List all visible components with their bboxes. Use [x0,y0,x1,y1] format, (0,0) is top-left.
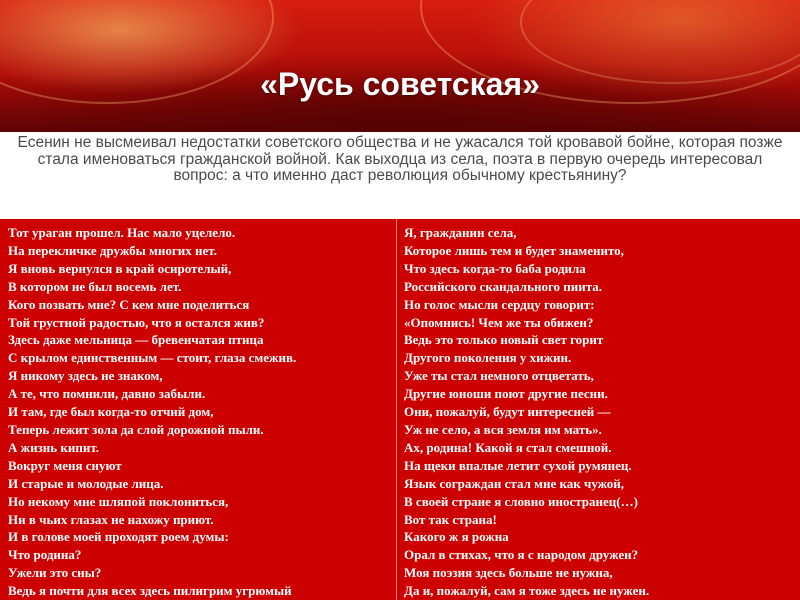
poem-line: Той грустной радостью, что я остался жив? [8,314,265,330]
poem-line: Да и, пожалуй, сам я тоже здесь не нужен. [404,583,650,599]
poem-line: Тот ураган прошел. Нас мало уцелело. [8,225,236,240]
poem-line: Российского скандального пиита. [404,278,603,294]
poem-line: А те, что помнили, давно забыли. [8,386,206,402]
poem-line: Вокруг меня снуют [8,457,122,473]
poem-line: Я, гражданин села, [404,225,517,240]
poem-line: С крылом единственным — стоит, глаза смежив. [8,350,297,366]
poem-line: Но некому мне шляпой поклониться, [8,493,229,509]
poem-line: Ах, родина! Какой я стал смешной. [404,439,612,455]
poem-line: Теперь лежит зола да слой дорожной пыли. [8,421,264,437]
poem-line: Ни в чьих глазах не нахожу приют. [8,511,214,527]
poem-line: И там, где был когда-то отчий дом, [8,404,214,420]
poem-column-left [0,219,397,600]
poem-line: «Опомнись! Чем же ты обижен? [404,314,594,330]
poem-line: Ведь это только новый свет горит [404,332,604,348]
poem-line: И старые и молодые лица. [8,475,164,491]
poem-line: Но голос мысли сердцу говорит: [404,296,595,312]
title-banner [0,0,800,132]
poem-line: Уж не село, а вся земля им мать». [404,421,602,437]
intro-paragraph: Есенин не высмеивал недостатки советского общества и не ужасался той кровавой бойне, которая позже стала именоваться гражданской войной. Как выходца из села, поэта в первую очередь интересовал вопрос: а что именно даст революция обычному крестьянину? [17,134,783,184]
poem-line: Которое лишь тем и будет знаменито, [404,242,624,258]
poem-line: Здесь даже мельница — бревенчатая птица [8,332,264,348]
poem-column-right [397,219,800,600]
poem-line: Что здесь когда-то баба родила [404,260,586,276]
poem-line: Ужели это сны? [8,565,102,581]
poem-table [0,219,800,600]
poem-line: Они, пожалуй, будут интересней — [404,404,611,420]
poem-line: Я никому здесь не знаком, [8,368,163,384]
poem-line: Вот так страна! [404,511,497,527]
poem-line: В котором не был восемь лет. [8,278,182,294]
poem-line: Ведь я почти для всех здесь пилигрим угрюмый [8,583,292,599]
poem-line: И в голове моей проходят роем думы: [8,529,229,545]
poem-line: А жизнь кипит. [8,439,100,455]
poem-line: На перекличке дружбы многих нет. [8,242,217,258]
poem-line: Уже ты стал немного отцветать, [404,368,594,384]
poem-line: Другие юноши поют другие песни. [404,386,608,402]
poem-line: Моя поэзия здесь больше не нужна, [404,565,613,581]
poem-line: Язык сограждан стал мне как чужой, [404,475,625,491]
poem-line: На щеки впалые летит сухой румянец. [404,457,632,473]
poem-line: Кого позвать мне? С кем мне поделиться [8,296,250,312]
slide-title: «Русь советская» [260,66,540,102]
poem-line: Что родина? [8,547,82,563]
poem-line: Я вновь вернулся в край осиротелый, [8,260,232,276]
poem-line: Орал в стихах, что я с народом дружен? [404,547,639,563]
poem-line: В своей стране я словно иностранец(…) [404,493,638,509]
poem-line: Какого ж я рожна [404,529,509,545]
poem-line: Другого поколения у хижин. [404,350,572,366]
